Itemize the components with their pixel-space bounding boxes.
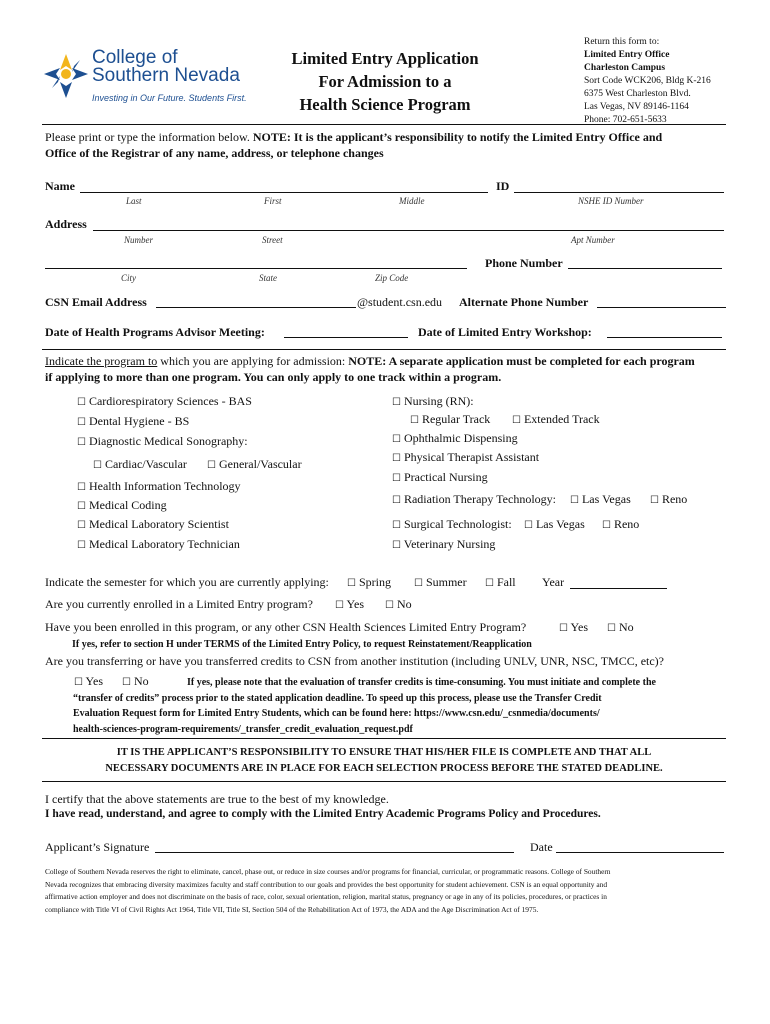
checkbox-icon[interactable]: ☐ bbox=[392, 495, 401, 506]
program-label: Medical Laboratory Scientist bbox=[88, 517, 229, 531]
program-mlt[interactable] bbox=[77, 537, 240, 552]
program-label: General/Vascular bbox=[218, 457, 302, 471]
track-st-reno[interactable] bbox=[602, 517, 639, 532]
responsibility-top-rule bbox=[42, 738, 726, 739]
enrolled-no[interactable] bbox=[385, 597, 412, 612]
track-regular[interactable] bbox=[410, 412, 490, 427]
checkbox-icon[interactable]: ☐ bbox=[347, 578, 356, 589]
checkbox-icon[interactable]: ☐ bbox=[524, 520, 533, 531]
section-divider bbox=[42, 349, 726, 350]
track-general-vascular[interactable] bbox=[207, 457, 302, 472]
checkbox-icon[interactable]: ☐ bbox=[207, 460, 216, 471]
option-label: No bbox=[133, 674, 149, 688]
checkbox-icon[interactable]: ☐ bbox=[77, 417, 86, 428]
checkbox-icon[interactable]: ☐ bbox=[392, 540, 401, 551]
alt-phone-label: Alternate Phone Number bbox=[459, 295, 589, 309]
checkbox-icon[interactable]: ☐ bbox=[392, 473, 401, 484]
name-label: Name bbox=[45, 179, 75, 193]
advisor-date-field[interactable] bbox=[284, 337, 408, 338]
return-sortcode: Sort Code WCK206, Bldg K-216 bbox=[584, 76, 711, 86]
state-sublabel: State bbox=[259, 273, 277, 283]
workshop-date-field[interactable] bbox=[607, 337, 722, 338]
track-st-las-vegas[interactable] bbox=[524, 517, 585, 532]
header-divider bbox=[42, 124, 726, 125]
program-surgical-tech[interactable] bbox=[392, 517, 512, 532]
transfer-note-line3: Evaluation Request form for Limited Entry Students, which can be found here: https://www.csn.edu/_csnmedia/documents/ bbox=[73, 708, 600, 719]
footer-line4: compliance with Title VI of Civil Rights Act 1964, Title VII, Title SI, Section 504 of the Rehabilitation Act of 1973, the ADA and the Age Discrimination Act of 1975. bbox=[45, 904, 539, 914]
track-extended[interactable] bbox=[512, 412, 600, 427]
programs-intro-note-2: if applying to more than one program. You can only apply to one track within a program. bbox=[45, 370, 502, 384]
programs-intro-underlined: Indicate the program to bbox=[45, 354, 158, 368]
semester-fall[interactable] bbox=[485, 575, 516, 590]
title-line2: For Admission to a bbox=[318, 72, 452, 91]
checkbox-icon[interactable]: ☐ bbox=[650, 495, 659, 506]
return-street: 6375 West Charleston Blvd. bbox=[584, 89, 691, 99]
option-label: Yes bbox=[570, 620, 588, 634]
advisor-date-label: Date of Health Programs Advisor Meeting: bbox=[45, 325, 265, 339]
footer-line1: College of Southern Nevada reserves the right to eliminate, cancel, phase out, or reduce in size courses and/or programs for financial, curricular, or programmatic reasons. College of Southern bbox=[45, 867, 611, 876]
responsibility-notice bbox=[42, 745, 726, 777]
program-practical-nursing[interactable] bbox=[392, 470, 488, 485]
program-label: Regular Track bbox=[421, 412, 491, 426]
id-label: ID bbox=[496, 179, 510, 193]
zip-sublabel: Zip Code bbox=[375, 273, 409, 283]
intro-note: NOTE: It is the applicant’s responsibility to notify the Limited Entry Office and bbox=[252, 130, 663, 144]
checkbox-icon[interactable]: ☐ bbox=[77, 482, 86, 493]
return-address bbox=[584, 36, 711, 127]
return-label: Return this form to: bbox=[584, 37, 660, 47]
program-nursing[interactable] bbox=[392, 394, 474, 409]
enrolled-question: Are you currently enrolled in a Limited Entry program? bbox=[45, 597, 313, 611]
intro-note-2: Office of the Registrar of any name, address, or telephone changes bbox=[45, 146, 384, 160]
number-sublabel: Number bbox=[124, 235, 153, 245]
name-field[interactable] bbox=[80, 192, 488, 193]
track-rt-las-vegas[interactable] bbox=[570, 492, 631, 507]
program-radiation-therapy[interactable] bbox=[392, 492, 556, 507]
address-field[interactable] bbox=[93, 230, 724, 231]
program-label: Veterinary Nursing bbox=[403, 537, 496, 551]
prev-enrolled-no[interactable] bbox=[607, 620, 634, 635]
workshop-date-label: Date of Limited Entry Workshop: bbox=[418, 325, 592, 339]
city-state-zip-field[interactable] bbox=[45, 268, 467, 269]
checkbox-icon[interactable]: ☐ bbox=[77, 501, 86, 512]
program-label: Diagnostic Medical Sonography: bbox=[88, 434, 248, 448]
logo-line1: College of bbox=[92, 47, 178, 68]
program-label: Physical Therapist Assistant bbox=[403, 450, 540, 464]
id-field[interactable] bbox=[514, 192, 724, 193]
checkbox-icon[interactable]: ☐ bbox=[335, 600, 344, 611]
checkbox-icon[interactable]: ☐ bbox=[392, 453, 401, 464]
program-label: Radiation Therapy Technology: bbox=[403, 492, 556, 506]
checkbox-icon[interactable]: ☐ bbox=[392, 397, 401, 408]
return-city: Las Vegas, NV 89146-1164 bbox=[584, 102, 689, 112]
checkbox-icon[interactable]: ☐ bbox=[559, 623, 568, 634]
program-cardiorespiratory[interactable] bbox=[77, 394, 252, 409]
program-label: Ophthalmic Dispensing bbox=[403, 431, 518, 445]
return-office: Limited Entry Office bbox=[584, 50, 670, 60]
program-label: Extended Track bbox=[523, 412, 600, 426]
address-label: Address bbox=[45, 217, 87, 231]
program-label: Cardiorespiratory Sciences - BAS bbox=[88, 394, 252, 408]
checkbox-icon[interactable]: ☐ bbox=[77, 437, 86, 448]
checkbox-icon[interactable]: ☐ bbox=[392, 434, 401, 445]
intro-plain: Please print or type the information below. bbox=[45, 130, 253, 144]
programs-intro bbox=[45, 353, 745, 385]
city-sublabel: City bbox=[121, 273, 136, 283]
return-campus: Charleston Campus bbox=[584, 63, 666, 73]
first-sublabel: First bbox=[264, 196, 282, 206]
date-field[interactable] bbox=[556, 852, 724, 853]
checkbox-icon[interactable]: ☐ bbox=[77, 397, 86, 408]
option-label: Fall bbox=[496, 575, 516, 589]
program-dental-hygiene[interactable] bbox=[77, 414, 189, 429]
logo bbox=[42, 48, 252, 110]
responsibility-line2: NECESSARY DOCUMENTS ARE IN PLACE FOR EACH SELECTION PROCESS BEFORE THE STATED DEADLINE. bbox=[105, 763, 663, 774]
prev-enrolled-row bbox=[45, 620, 735, 635]
transfer-note-line4: health-sciences-program-requirements/_transfer_credit_evaluation_request.pdf bbox=[73, 723, 413, 735]
prev-enrolled-question: Have you been enrolled in this program, or any other CSN Health Sciences Limited Entry Program? bbox=[45, 620, 527, 634]
logo-line2: Southern Nevada bbox=[92, 65, 240, 86]
apt-sublabel: Apt Number bbox=[571, 235, 615, 245]
year-field[interactable] bbox=[570, 588, 667, 589]
intro-text bbox=[45, 129, 735, 161]
checkbox-icon[interactable]: ☐ bbox=[122, 677, 131, 688]
enrolled-row bbox=[45, 597, 735, 612]
certify-statement: I certify that the above statements are true to the best of my knowledge. bbox=[45, 792, 389, 806]
option-label: Yes bbox=[346, 597, 364, 611]
program-label: Practical Nursing bbox=[403, 470, 488, 484]
program-label: Medical Laboratory Technician bbox=[88, 537, 240, 551]
checkbox-icon[interactable]: ☐ bbox=[414, 578, 423, 589]
return-phone: Phone: 702-651-5633 bbox=[584, 115, 667, 125]
checkbox-icon[interactable]: ☐ bbox=[77, 540, 86, 551]
responsibility-bottom-rule bbox=[42, 781, 726, 782]
program-label: Health Information Technology bbox=[88, 479, 241, 493]
year-label: Year bbox=[542, 575, 565, 589]
transfer-question: Are you transferring or have you transferred credits to CSN from another institution (including UNLV, UNR, NSC, TMCC, etc)? bbox=[45, 654, 665, 668]
program-sonography[interactable] bbox=[77, 434, 248, 449]
option-label: Summer bbox=[425, 575, 467, 589]
option-label: No bbox=[618, 620, 634, 634]
signature-label: Applicant’s Signature bbox=[45, 840, 150, 854]
checkbox-icon[interactable]: ☐ bbox=[392, 520, 401, 531]
checkbox-icon[interactable]: ☐ bbox=[74, 677, 83, 688]
prev-enrolled-yes[interactable] bbox=[559, 620, 588, 635]
checkbox-icon[interactable]: ☐ bbox=[512, 415, 521, 426]
program-mls[interactable] bbox=[77, 517, 229, 532]
email-domain: @student.csn.edu bbox=[357, 295, 443, 309]
program-label: Las Vegas bbox=[535, 517, 585, 531]
program-label: Medical Coding bbox=[88, 498, 167, 512]
nshe-sublabel: NSHE ID Number bbox=[578, 196, 644, 206]
program-label: Nursing (RN): bbox=[403, 394, 474, 408]
checkbox-icon[interactable]: ☐ bbox=[485, 578, 494, 589]
track-cardiac-vascular[interactable] bbox=[93, 457, 187, 472]
date-label: Date bbox=[530, 840, 553, 854]
signature-field[interactable] bbox=[155, 852, 514, 853]
option-label: No bbox=[396, 597, 412, 611]
last-sublabel: Last bbox=[126, 196, 142, 206]
title-line1: Limited Entry Application bbox=[291, 49, 479, 68]
checkbox-icon[interactable]: ☐ bbox=[602, 520, 611, 531]
program-ophthalmic[interactable] bbox=[392, 431, 518, 446]
programs-intro-rest: which you are applying for admission: bbox=[157, 354, 349, 368]
phone-field[interactable] bbox=[568, 268, 722, 269]
alt-phone-field[interactable] bbox=[597, 307, 726, 308]
checkbox-icon[interactable]: ☐ bbox=[410, 415, 419, 426]
semester-question: Indicate the semester for which you are currently applying: bbox=[45, 575, 329, 589]
checkbox-icon[interactable]: ☐ bbox=[93, 460, 102, 471]
email-field[interactable] bbox=[156, 307, 356, 308]
program-label: Surgical Technologist: bbox=[403, 517, 512, 531]
semester-spring[interactable] bbox=[347, 575, 391, 590]
checkbox-icon[interactable]: ☐ bbox=[77, 520, 86, 531]
csn-logo-icon bbox=[42, 52, 90, 102]
responsibility-line1: IT IS THE APPLICANT’S RESPONSIBILITY TO ENSURE THAT HIS/HER FILE IS COMPLETE AND THAT ALL bbox=[116, 747, 652, 758]
agree-statement: I have read, understand, and agree to comply with the Limited Entry Academic Programs Policy and Procedures. bbox=[45, 808, 601, 820]
footer-disclaimer bbox=[45, 866, 735, 916]
checkbox-icon[interactable]: ☐ bbox=[570, 495, 579, 506]
transfer-note-line2: “transfer of credits” process prior to the stated application deadline. To speed up this process, please use the Transfer Credit bbox=[73, 692, 602, 704]
checkbox-icon[interactable]: ☐ bbox=[385, 600, 394, 611]
track-rt-reno[interactable] bbox=[650, 492, 687, 507]
program-label: Las Vegas bbox=[581, 492, 631, 506]
programs-intro-note: NOTE: A separate application must be completed for each program bbox=[348, 354, 695, 368]
program-label: Cardiac/Vascular bbox=[104, 457, 187, 471]
footer-line3: affirmative action employer and does not discriminate on the basis of race, color, sexual orientation, religion, marital status, pregnancy or age in any of its policies, procedures, or practices in bbox=[45, 892, 607, 901]
program-vet-nursing[interactable] bbox=[392, 537, 495, 552]
program-label: Reno bbox=[661, 492, 688, 506]
program-medical-coding[interactable] bbox=[77, 498, 167, 513]
logo-tagline: Investing in Our Future. Students First. bbox=[92, 93, 247, 103]
option-label: Yes bbox=[85, 674, 103, 688]
enrolled-yes[interactable] bbox=[335, 597, 364, 612]
program-label: Reno bbox=[613, 517, 640, 531]
semester-summer[interactable] bbox=[414, 575, 467, 590]
program-pta[interactable] bbox=[392, 450, 539, 465]
form-title bbox=[270, 47, 500, 116]
option-label: Spring bbox=[358, 575, 391, 589]
email-label: CSN Email Address bbox=[45, 295, 147, 309]
program-health-info[interactable] bbox=[77, 479, 241, 494]
transfer-note bbox=[73, 675, 733, 737]
middle-sublabel: Middle bbox=[399, 196, 425, 206]
transfer-note-line1: If yes, please note that the evaluation of transfer credits is time-consuming. You must initiate and complete the bbox=[187, 677, 656, 688]
street-sublabel: Street bbox=[262, 235, 283, 245]
program-label: Dental Hygiene - BS bbox=[88, 414, 190, 428]
footer-line2: Nevada recognizes that embracing diversity maximizes faculty and staff contribution to our goals and provides the best opportunity for student achievement. CSN is an equal opportunity and bbox=[45, 879, 608, 889]
phone-label: Phone Number bbox=[485, 256, 563, 270]
title-line3: Health Science Program bbox=[299, 95, 471, 114]
checkbox-icon[interactable]: ☐ bbox=[607, 623, 616, 634]
reinstatement-note: If yes, refer to section H under TERMS of the Limited Entry Policy, to request Reinstatement/Reapplication bbox=[72, 639, 532, 650]
